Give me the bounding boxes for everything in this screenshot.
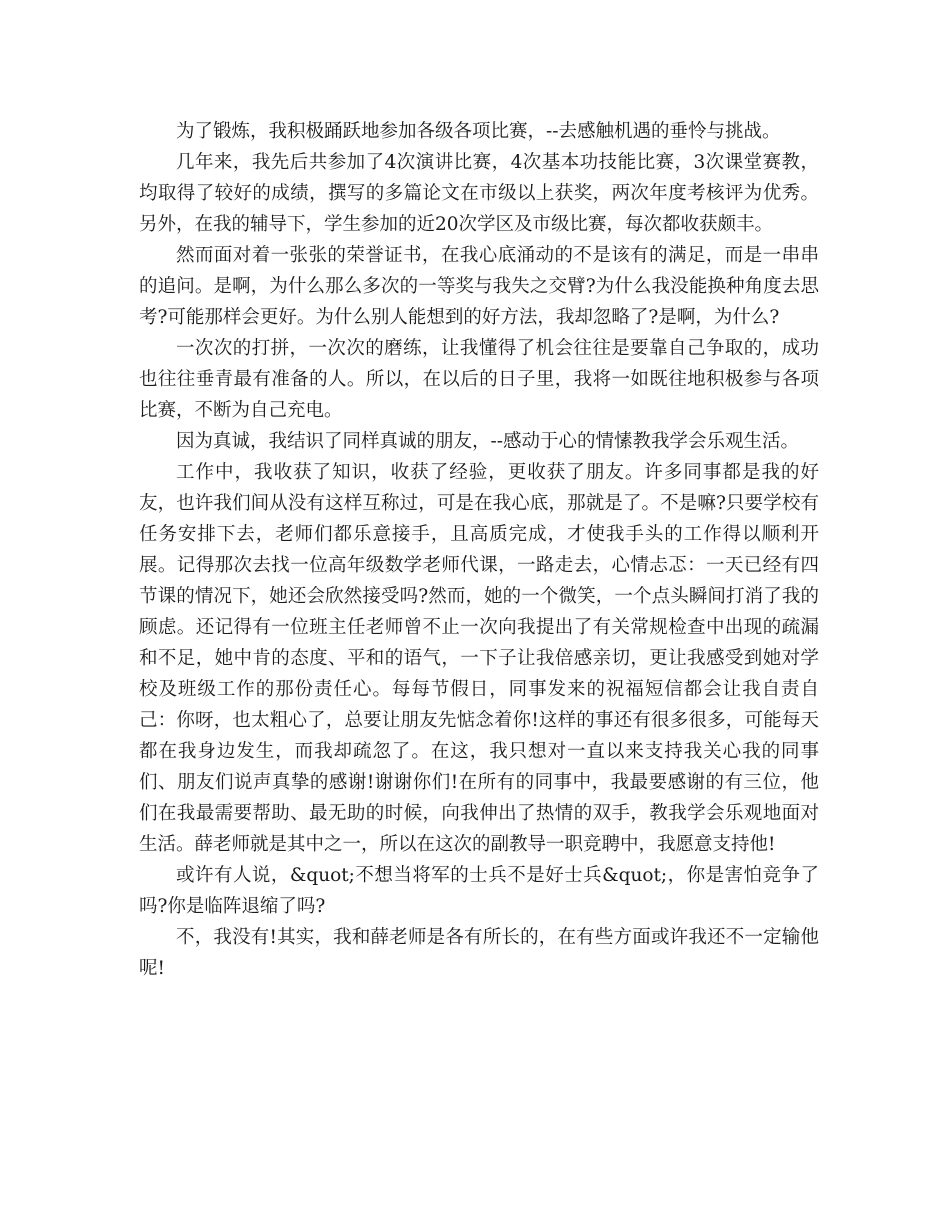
paragraph-5: 因为真诚，我结识了同样真诚的朋友，--感动于心的情愫教我学会乐观生活。 (176, 431, 800, 452)
paragraph-2: 几年来，我先后共参加了4次演讲比赛，4次基本功技能比赛，3次课堂赛教，均取得了较好的成绩，撰写的多篇论文在市级以上获奖，两次年度考核评为优秀。另外，在我的辅导下，学生参加的近20次学区及市级比赛，每次都收获颇丰。 (139, 152, 819, 235)
paragraph-3: 然而面对着一张张的荣誉证书，在我心底涌动的不是该有的满足，而是一串串的追问。是啊，为什么那么多次的一等奖与我失之交臂?为什么我没能换种角度去思考?可能那样会更好。为什么别人能想到的好方法，我却忽略了?是啊，为什么? (139, 245, 819, 328)
paragraph-6: 工作中，我收获了知识，收获了经验，更收获了朋友。许多同事都是我的好友，也许我们间从没有这样互称过，可是在我心底，那就是了。不是嘛?只要学校有任务安排下去，老师们都乐意接手，且高质完成，才使我手头的工作得以顺利开展。记得那次去找一位高年级数学老师代课，一路走去，心情忐忑：一天已经有四节课的情况下，她还会欣然接受吗?然而，她的一个微笑，一个点头瞬间打消了我的顾虑。还记得有一位班主任老师曾不止一次向我提出了有关常规检查中出现的疏漏和不足，她中肯的态度、平和的语气，一下子让我倍感亲切，更让我感受到她对学校及班级工作的那份责任心。每每节假日，同事发来的祝福短信都会让我自责自己：你呀，也太粗心了，总要让朋友先惦念着你!这样的事还有很多很多，可能每天都在我身边发生，而我却疏忽了。在这，我只想对一直以来支持我关心我的同事们、朋友们说声真挚的感谢!谢谢你们!在所有的同事中，我最要感谢的有三位，他们在我最需要帮助、最无助的时候，向我伸出了热情的双手，教我学会乐观地面对生活。薛老师就是其中之一，所以在这次的副教导一职竞聘中，我愿意支持他! (139, 462, 819, 855)
paragraph-4: 一次次的打拼，一次次的磨练，让我懂得了机会往往是要靠自己争取的，成功也往往垂青最有准备的人。所以，在以后的日子里，我将一如既往地积极参与各项比赛，不断为自己充电。 (139, 338, 819, 421)
paragraph-8: 不，我没有!其实，我和薛老师是各有所长的，在有些方面或许我还不一定输他呢! (139, 927, 819, 979)
paragraph-7: 或许有人说，&quot;不想当将军的士兵不是好士兵&quot;，你是害怕竞争了吗?你是临阵退缩了吗? (139, 865, 819, 917)
paragraph-1: 为了锻炼，我积极踊跃地参加各级各项比赛，--去感触机遇的垂怜与挑战。 (176, 121, 781, 142)
document-body (139, 116, 819, 984)
